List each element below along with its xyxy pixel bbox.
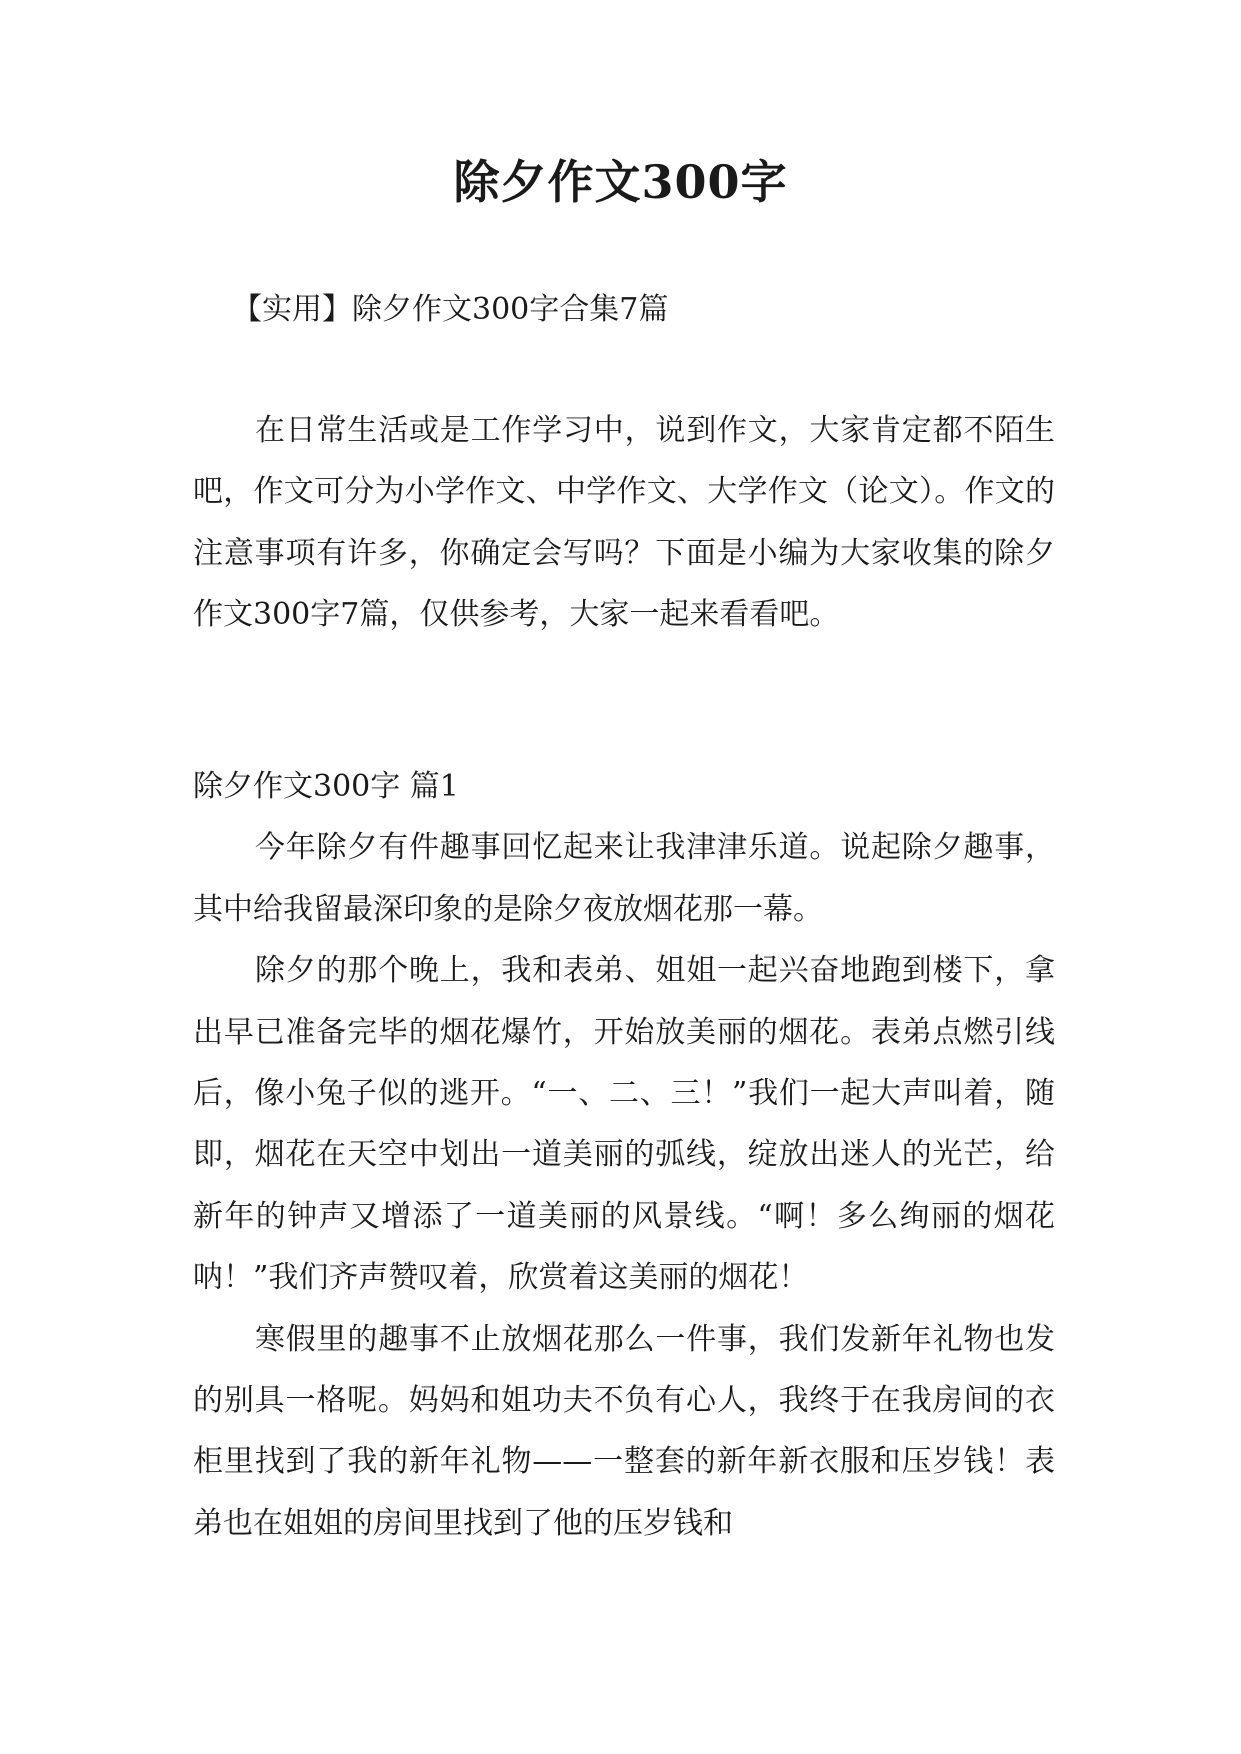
intro-block xyxy=(193,400,1055,646)
section-title: 除夕作文300字 篇1 xyxy=(193,769,459,804)
document-title: 除夕作文300字 xyxy=(453,155,788,209)
document-subtitle: 【实用】除夕作文300字合集7篇 xyxy=(232,292,669,327)
section-1 xyxy=(193,756,1055,1554)
body-paragraph: 今年除夕有件趣事回忆起来让我津津乐道。说起除夕趣事，其中给我留最深印象的是除夕夜放烟花那一幕。 xyxy=(193,830,1055,927)
intro-paragraph: 在日常生活或是工作学习中，说到作文，大家肯定都不陌生吧，作文可分为小学作文、中学作文、大学作文（论文）。作文的注意事项有许多，你确定会写吗？下面是小编为大家收集的除夕作文300字7篇，仅供参考，大家一起来看看吧。 xyxy=(193,413,1055,633)
body-paragraph: 寒假里的趣事不止放烟花那么一件事，我们发新年礼物也发的别具一格呢。妈妈和姐功夫不负有心人，我终于在我房间的衣柜里找到了我的新年礼物——一整套的新年新衣服和压岁钱！表弟也在姐姐的房间里找到了他的压岁钱和 xyxy=(193,1321,1055,1541)
body-paragraph: 除夕的那个晚上，我和表弟、姐姐一起兴奋地跑到楼下，拿出早已准备完毕的烟花爆竹，开始放美丽的烟花。表弟点燃引线后，像小兔子似的逃开。“一、二、三！”我们一起大声叫着，随即，烟花在天空中划出一道美丽的弧线，绽放出迷人的光芒，给新年的钟声又增添了一道美丽的风景线。“啊！多么绚丽的烟花呐！”我们齐声赞叹着，欣赏着这美丽的烟花！ xyxy=(193,953,1055,1296)
